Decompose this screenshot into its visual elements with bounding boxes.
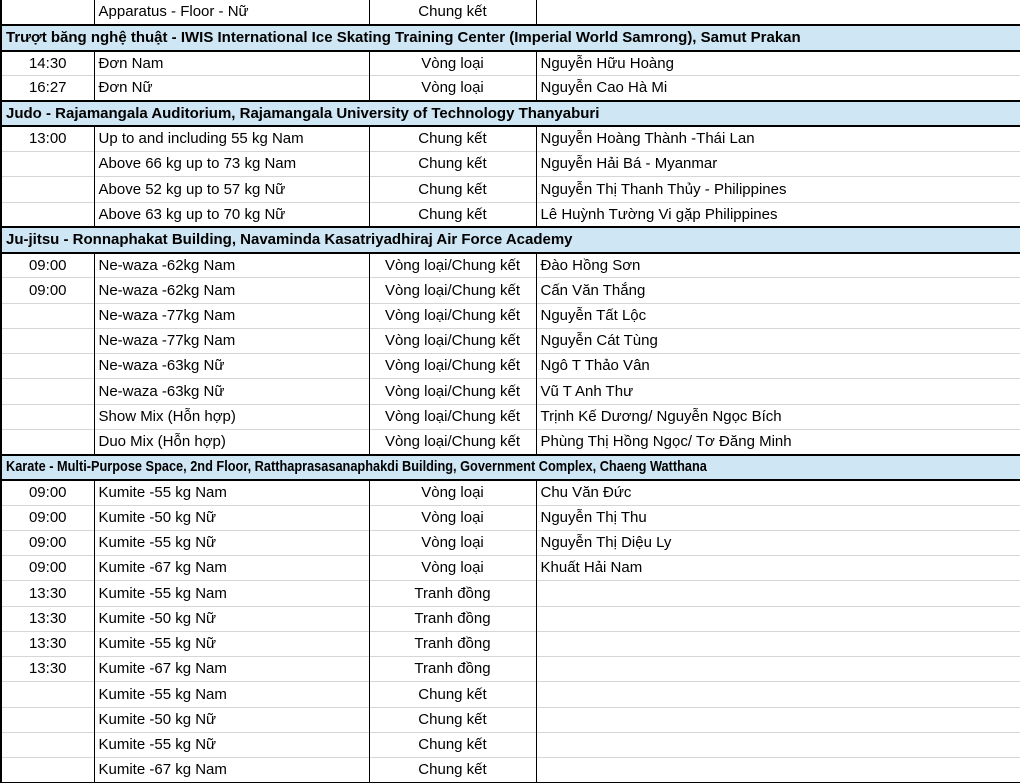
- section-header-label: Ju-jitsu - Ronnaphakat Building, Navaminda Kasatriyadhiraj Air Force Academy: [6, 231, 573, 248]
- round-cell[interactable]: Vòng loại/Chung kết: [369, 278, 536, 303]
- time-cell[interactable]: [1, 177, 94, 202]
- table-row: [1, 76, 1020, 101]
- athlete-cell[interactable]: Nguyễn Cao Hà Mi: [536, 76, 1020, 101]
- table-row: [1, 631, 1020, 656]
- time-cell[interactable]: 13:30: [1, 606, 94, 631]
- athlete-cell[interactable]: Phùng Thị Hồng Ngọc/ Tơ Đăng Minh: [536, 429, 1020, 454]
- athlete-cell[interactable]: Nguyễn Hữu Hoàng: [536, 51, 1020, 76]
- round-cell[interactable]: Chung kết: [369, 732, 536, 757]
- event-cell[interactable]: Kumite -50 kg Nữ: [94, 707, 369, 732]
- round-cell[interactable]: Vòng loại: [369, 76, 536, 101]
- athlete-cell[interactable]: [536, 581, 1020, 606]
- time-cell[interactable]: 14:30: [1, 51, 94, 76]
- section-header-cell[interactable]: [1, 227, 1020, 252]
- time-cell[interactable]: [1, 202, 94, 227]
- section-header-row: [1, 25, 1020, 50]
- time-cell[interactable]: 09:00: [1, 480, 94, 505]
- round-cell[interactable]: Vòng loại/Chung kết: [369, 404, 536, 429]
- event-cell[interactable]: Above 52 kg up to 57 kg Nữ: [94, 177, 369, 202]
- athlete-cell[interactable]: Ngô T Thảo Vân: [536, 354, 1020, 379]
- round-cell[interactable]: Vòng loại/Chung kết: [369, 328, 536, 353]
- round-cell[interactable]: Vòng loại: [369, 530, 536, 555]
- event-cell[interactable]: Kumite -55 kg Nam: [94, 581, 369, 606]
- round-cell[interactable]: Vòng loại/Chung kết: [369, 354, 536, 379]
- event-cell[interactable]: Kumite -55 kg Nữ: [94, 530, 369, 555]
- table-row: [1, 0, 1020, 25]
- table-row: [1, 177, 1020, 202]
- section-header-row: [1, 101, 1020, 126]
- time-cell[interactable]: [1, 354, 94, 379]
- round-cell[interactable]: Vòng loại: [369, 505, 536, 530]
- table-row: [1, 480, 1020, 505]
- round-cell[interactable]: Vòng loại: [369, 556, 536, 581]
- athlete-cell[interactable]: Nguyễn Thị Thanh Thủy - Philippines: [536, 177, 1020, 202]
- event-cell[interactable]: Kumite -50 kg Nữ: [94, 505, 369, 530]
- athlete-cell[interactable]: Lê Huỳnh Tường Vi gặp Philippines: [536, 202, 1020, 227]
- table-row: [1, 202, 1020, 227]
- round-cell[interactable]: Chung kết: [369, 177, 536, 202]
- table-row: [1, 682, 1020, 707]
- table-row: [1, 303, 1020, 328]
- event-cell[interactable]: Up to and including 55 kg Nam: [94, 126, 369, 151]
- athlete-cell[interactable]: Khuất Hải Nam: [536, 556, 1020, 581]
- event-cell[interactable]: Đơn Nữ: [94, 76, 369, 101]
- event-cell[interactable]: Ne-waza -62kg Nam: [94, 253, 369, 278]
- round-cell[interactable]: Chung kết: [369, 202, 536, 227]
- time-cell[interactable]: [1, 429, 94, 454]
- time-cell[interactable]: [1, 758, 94, 783]
- athlete-cell[interactable]: Nguyễn Thị Diệu Ly: [536, 530, 1020, 555]
- event-cell[interactable]: Kumite -55 kg Nam: [94, 682, 369, 707]
- athlete-cell[interactable]: Nguyễn Hoàng Thành -Thái Lan: [536, 126, 1020, 151]
- table-row: [1, 404, 1020, 429]
- table-row: [1, 732, 1020, 757]
- event-cell[interactable]: Kumite -67 kg Nam: [94, 556, 369, 581]
- round-cell[interactable]: Vòng loại: [369, 51, 536, 76]
- round-cell[interactable]: Chung kết: [369, 152, 536, 177]
- athlete-cell[interactable]: [536, 606, 1020, 631]
- athlete-cell[interactable]: [536, 657, 1020, 682]
- time-cell[interactable]: 13:30: [1, 581, 94, 606]
- event-cell[interactable]: Ne-waza -77kg Nam: [94, 328, 369, 353]
- round-cell[interactable]: Vòng loại/Chung kết: [369, 253, 536, 278]
- time-cell[interactable]: [1, 328, 94, 353]
- event-cell[interactable]: Kumite -67 kg Nam: [94, 758, 369, 783]
- event-cell[interactable]: Kumite -55 kg Nữ: [94, 631, 369, 656]
- athlete-cell[interactable]: Nguyễn Hải Bá - Myanmar: [536, 152, 1020, 177]
- section-header-cell[interactable]: [1, 101, 1020, 126]
- table-row: [1, 505, 1020, 530]
- athlete-cell[interactable]: [536, 707, 1020, 732]
- athlete-cell[interactable]: [536, 682, 1020, 707]
- table-row: [1, 581, 1020, 606]
- athlete-cell[interactable]: Đào Hồng Sơn: [536, 253, 1020, 278]
- table-row: [1, 707, 1020, 732]
- time-cell[interactable]: 09:00: [1, 556, 94, 581]
- athlete-cell[interactable]: Vũ T Anh Thư: [536, 379, 1020, 404]
- time-cell[interactable]: [1, 404, 94, 429]
- section-header-cell[interactable]: [1, 25, 1020, 50]
- time-cell[interactable]: [1, 152, 94, 177]
- time-cell[interactable]: [1, 0, 94, 25]
- table-row: [1, 379, 1020, 404]
- athlete-cell[interactable]: Chu Văn Đức: [536, 480, 1020, 505]
- round-cell[interactable]: Tranh đồng: [369, 657, 536, 682]
- athlete-cell[interactable]: [536, 732, 1020, 757]
- event-cell[interactable]: Kumite -55 kg Nữ: [94, 732, 369, 757]
- table-row: [1, 556, 1020, 581]
- table-row: [1, 429, 1020, 454]
- event-cell[interactable]: Kumite -55 kg Nam: [94, 480, 369, 505]
- section-header-label: Trượt băng nghệ thuật - IWIS International Ice Skating Training Center (Imperial World Samrong), Samut Prakan: [6, 29, 801, 46]
- table-row: [1, 152, 1020, 177]
- time-cell[interactable]: 09:00: [1, 530, 94, 555]
- event-cell[interactable]: Ne-waza -62kg Nam: [94, 278, 369, 303]
- section-header-label: Karate - Multi-Purpose Space, 2nd Floor, Ratthaprasasanaphakdi Building, Government Complex, Chaeng Watthana: [6, 458, 707, 476]
- event-cell[interactable]: Kumite -50 kg Nữ: [94, 606, 369, 631]
- section-header-label: Judo - Rajamangala Auditorium, Rajamangala University of Technology Thanyaburi: [6, 104, 600, 122]
- athlete-cell[interactable]: [536, 758, 1020, 783]
- table-row: [1, 253, 1020, 278]
- round-cell[interactable]: Vòng loại/Chung kết: [369, 303, 536, 328]
- time-cell[interactable]: [1, 379, 94, 404]
- table-row: [1, 328, 1020, 353]
- table-row: [1, 51, 1020, 76]
- time-cell[interactable]: 13:30: [1, 657, 94, 682]
- time-cell[interactable]: [1, 303, 94, 328]
- time-cell[interactable]: 13:00: [1, 126, 94, 151]
- athlete-cell[interactable]: Trịnh Kế Dương/ Nguyễn Ngọc Bích: [536, 404, 1020, 429]
- section-header-cell[interactable]: [1, 455, 1020, 480]
- athlete-cell[interactable]: [536, 0, 1020, 25]
- time-cell[interactable]: [1, 682, 94, 707]
- table-row: [1, 354, 1020, 379]
- time-cell[interactable]: [1, 707, 94, 732]
- table-row: [1, 606, 1020, 631]
- athlete-cell[interactable]: Nguyễn Thị Thu: [536, 505, 1020, 530]
- table-row: [1, 758, 1020, 783]
- athlete-cell[interactable]: Nguyễn Cát Tùng: [536, 328, 1020, 353]
- round-cell[interactable]: Chung kết: [369, 707, 536, 732]
- event-cell[interactable]: Kumite -67 kg Nam: [94, 657, 369, 682]
- event-cell[interactable]: Ne-waza -77kg Nam: [94, 303, 369, 328]
- table-row: [1, 126, 1020, 151]
- event-cell[interactable]: Show Mix (Hỗn hợp): [94, 404, 369, 429]
- athlete-cell[interactable]: [536, 631, 1020, 656]
- round-cell[interactable]: Vòng loại/Chung kết: [369, 379, 536, 404]
- section-header-row: [1, 455, 1020, 480]
- event-cell[interactable]: Duo Mix (Hỗn hợp): [94, 429, 369, 454]
- time-cell[interactable]: 13:30: [1, 631, 94, 656]
- schedule-table-body: [1, 0, 1020, 783]
- event-cell[interactable]: Ne-waza -63kg Nữ: [94, 379, 369, 404]
- time-cell[interactable]: 09:00: [1, 253, 94, 278]
- round-cell[interactable]: Tranh đồng: [369, 581, 536, 606]
- table-row: [1, 530, 1020, 555]
- athlete-cell[interactable]: Cấn Văn Thắng: [536, 278, 1020, 303]
- event-cell[interactable]: Đơn Nam: [94, 51, 369, 76]
- table-row: [1, 278, 1020, 303]
- round-cell[interactable]: Chung kết: [369, 758, 536, 783]
- section-header-row: [1, 227, 1020, 252]
- round-cell[interactable]: Chung kết: [369, 682, 536, 707]
- event-cell[interactable]: Apparatus - Floor - Nữ: [94, 0, 369, 25]
- event-cell[interactable]: Above 63 kg up to 70 kg Nữ: [94, 202, 369, 227]
- time-cell[interactable]: 16:27: [1, 76, 94, 101]
- time-cell[interactable]: 09:00: [1, 505, 94, 530]
- round-cell[interactable]: Tranh đồng: [369, 631, 536, 656]
- time-cell[interactable]: [1, 732, 94, 757]
- time-cell[interactable]: 09:00: [1, 278, 94, 303]
- round-cell[interactable]: Tranh đồng: [369, 606, 536, 631]
- round-cell[interactable]: Vòng loại: [369, 480, 536, 505]
- round-cell[interactable]: Chung kết: [369, 0, 536, 25]
- event-cell[interactable]: Ne-waza -63kg Nữ: [94, 354, 369, 379]
- round-cell[interactable]: Chung kết: [369, 126, 536, 151]
- athlete-cell[interactable]: Nguyễn Tất Lộc: [536, 303, 1020, 328]
- round-cell[interactable]: Vòng loại/Chung kết: [369, 429, 536, 454]
- event-cell[interactable]: Above 66 kg up to 73 kg Nam: [94, 152, 369, 177]
- table-row: [1, 657, 1020, 682]
